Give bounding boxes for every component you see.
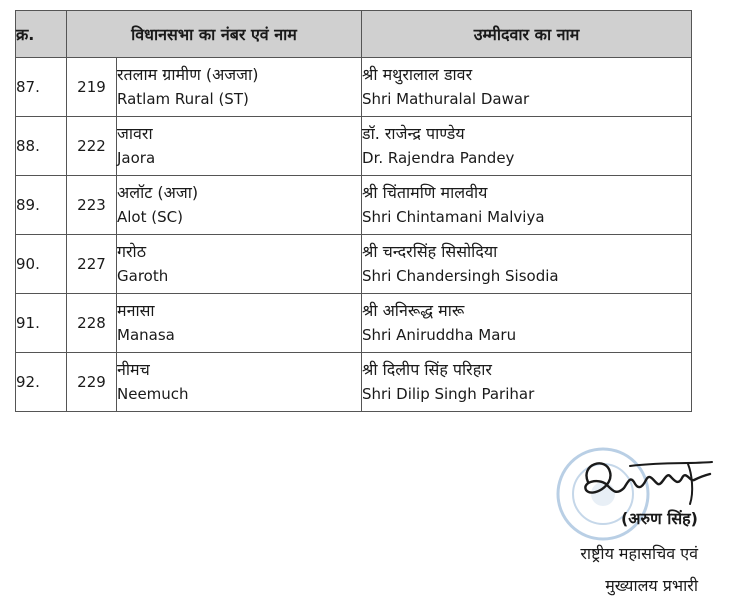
constituency-name <box>117 294 362 353</box>
constituency-number: 228 <box>67 294 117 353</box>
constituency-name-hindi: नीमच <box>117 360 150 379</box>
serial-number: 87. <box>16 58 67 117</box>
signatory-name: (अरुण सिंह) <box>620 509 698 528</box>
candidate-name-hindi: श्री अनिरूद्ध मारू <box>362 301 465 320</box>
constituency-name-english: Garoth <box>117 267 169 285</box>
candidate-name-hindi: श्री चिंतामणि मालवीय <box>362 183 488 202</box>
candidate-name-hindi: डॉ. राजेन्द्र पाण्डेय <box>362 124 465 143</box>
candidate-name <box>362 117 692 176</box>
candidate-name <box>362 294 692 353</box>
constituency-name-english: Neemuch <box>117 385 189 403</box>
serial-number: 91. <box>16 294 67 353</box>
candidate-name-english: Shri Dilip Singh Parihar <box>362 385 535 403</box>
handwritten-signature <box>570 452 720 512</box>
constituency-number: 223 <box>67 176 117 235</box>
candidate-table <box>15 10 692 412</box>
table-row <box>16 235 692 294</box>
candidate-name <box>362 235 692 294</box>
header-candidate: उम्मीदवार का नाम <box>362 11 692 58</box>
candidate-name <box>362 58 692 117</box>
table-row <box>16 353 692 412</box>
constituency-name-english: Jaora <box>117 149 156 167</box>
constituency-name <box>117 235 362 294</box>
candidate-name <box>362 353 692 412</box>
candidate-name <box>362 176 692 235</box>
constituency-name-hindi: अलॉट (अजा) <box>117 183 199 202</box>
constituency-name-english: Ratlam Rural (ST) <box>117 90 249 108</box>
constituency-name-hindi: गरोठ <box>117 242 146 261</box>
table-row <box>16 176 692 235</box>
constituency-name <box>117 58 362 117</box>
table-row <box>16 294 692 353</box>
candidate-name-english: Dr. Rajendra Pandey <box>362 149 515 167</box>
table-header-row <box>16 11 692 58</box>
constituency-name-english: Manasa <box>117 326 175 344</box>
candidate-name-hindi: श्री चन्दरसिंह सिसोदिया <box>362 242 498 261</box>
header-constituency: विधानसभा का नंबर एवं नाम <box>67 11 362 58</box>
constituency-name <box>117 117 362 176</box>
candidate-name-english: Shri Chintamani Malviya <box>362 208 545 226</box>
serial-number: 92. <box>16 353 67 412</box>
constituency-name <box>117 176 362 235</box>
serial-number: 88. <box>16 117 67 176</box>
constituency-name <box>117 353 362 412</box>
candidate-name-english: Shri Aniruddha Maru <box>362 326 517 344</box>
signatory-title-line2: मुख्यालय प्रभारी <box>605 576 698 595</box>
constituency-name-english: Alot (SC) <box>117 208 183 226</box>
table-row <box>16 117 692 176</box>
constituency-number: 227 <box>67 235 117 294</box>
serial-number: 89. <box>16 176 67 235</box>
serial-number: 90. <box>16 235 67 294</box>
table-body <box>16 58 692 412</box>
table-row <box>16 58 692 117</box>
constituency-number: 222 <box>67 117 117 176</box>
constituency-name-hindi: रतलाम ग्रामीण (अजजा) <box>117 65 259 84</box>
candidate-name-english: Shri Mathuralal Dawar <box>362 90 530 108</box>
constituency-number: 229 <box>67 353 117 412</box>
candidate-name-english: Shri Chandersingh Sisodia <box>362 267 559 285</box>
candidate-name-hindi: श्री दिलीप सिंह परिहार <box>362 360 492 379</box>
constituency-number: 219 <box>67 58 117 117</box>
candidate-name-hindi: श्री मथुरालाल डावर <box>362 65 473 84</box>
constituency-name-hindi: जावरा <box>117 124 153 143</box>
signatory-title-line1: राष्ट्रीय महासचिव एवं <box>580 544 698 563</box>
constituency-name-hindi: मनासा <box>117 301 155 320</box>
header-serial: क्र. <box>16 11 67 58</box>
